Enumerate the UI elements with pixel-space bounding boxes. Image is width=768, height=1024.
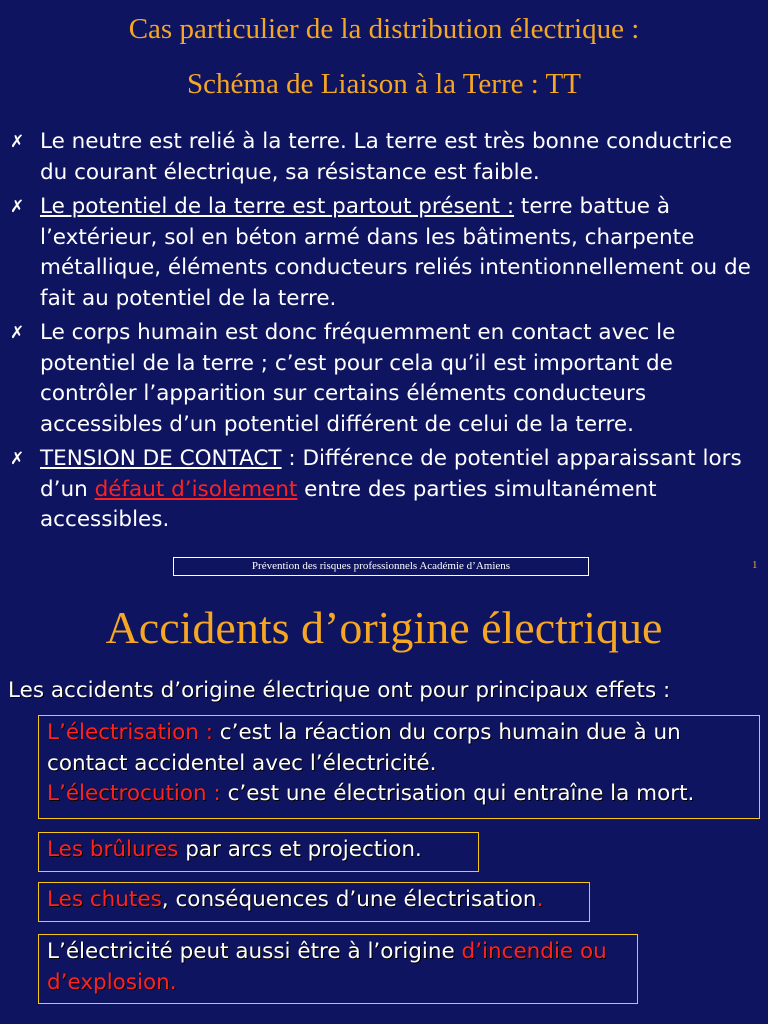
term-label: Les chutes (47, 887, 162, 912)
highlight-text: défaut d’isolement (94, 476, 298, 502)
bullet-text: : Différence de potentiel apparaissant lors d’un (40, 446, 742, 502)
bullet-item (8, 444, 763, 536)
cross-bullet-icon: ✗ (10, 197, 25, 217)
effect-box-fire (38, 934, 638, 1004)
slide1-title-line1: Cas particulier de la distribution électrique : (128, 13, 640, 45)
effect-text: par arcs et projection. (178, 837, 422, 862)
effect-text: , conséquences d’une électrisation (161, 887, 537, 912)
term-label: Les brûlures (47, 837, 179, 862)
effect-text: L’électricité peut aussi être à l’origine (47, 939, 462, 964)
term-label: L’électrisation : (47, 720, 213, 745)
cross-bullet-icon: ✗ (10, 449, 25, 469)
bullet-text: terre battue à l’extérieur, sol en béton armé dans les bâtiments, charpente métallique, éléments conducteurs reliés intentionnellement ou de fait au potentiel de la terre. (40, 194, 751, 311)
definition-text: c’est une électrisation qui entraîne la mort. (220, 781, 695, 806)
bullet-underlined-text: TENSION DE CONTACT (40, 446, 282, 471)
definition-box-electrisation (38, 715, 760, 819)
definition-text: c’est la réaction du corps humain due à un contact accidentel avec l’électricité. (47, 720, 681, 776)
period-mark: . (536, 887, 544, 912)
slide2-title: Accidents d’origine électrique (105, 602, 663, 653)
bullet-text: entre des parties simultanément accessibles. (40, 476, 657, 532)
slide-electrical-accidents (0, 580, 768, 1024)
bullet-text: Le neutre est relié à la terre. La terre est très bonne conductrice du courant électrique, sa résistance est faible. (40, 129, 733, 185)
effect-box-burns (38, 832, 479, 872)
bullet-text: Le corps humain est donc fréquemment en contact avec le potentiel de la terre ; c’est pour cela qu’il est important de contrôler l’apparition sur certains éléments conducteurs accessibles d’un potentiel différent de celui de la terre. (40, 320, 676, 437)
bullet-item (8, 127, 763, 188)
bullet-list (8, 127, 763, 540)
period-mark: . (169, 969, 177, 995)
page-number: 1 (752, 559, 758, 571)
intro-text: Les accidents d’origine électrique ont pour principaux effets : (8, 678, 671, 703)
slide1-title-line2: Schéma de Liaison à la Terre : TT (187, 68, 581, 100)
term-label: L’électrocution : (47, 781, 221, 806)
bullet-item (8, 192, 763, 314)
cross-bullet-icon: ✗ (10, 132, 25, 152)
term-label: d’incendie ou d’explosion (47, 939, 607, 995)
bullet-item (8, 318, 763, 440)
footer-caption: Prévention des risques professionnels Académie d’Amiens (173, 557, 589, 576)
cross-bullet-icon: ✗ (10, 323, 25, 343)
bullet-underlined-text: Le potentiel de la terre est partout présent : (40, 194, 515, 219)
effect-box-falls (38, 882, 590, 922)
